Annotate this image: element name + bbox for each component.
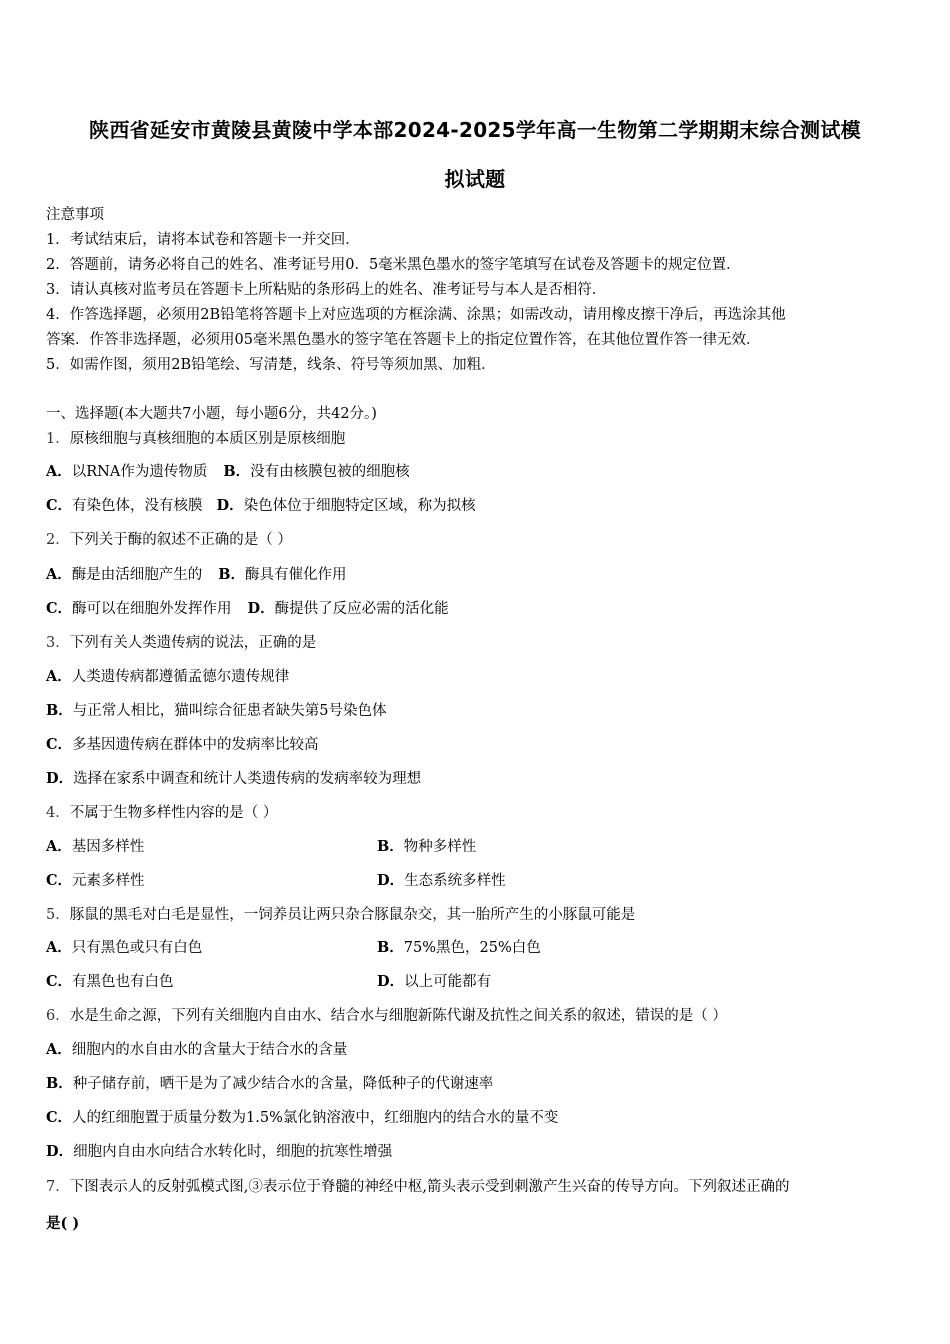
question-2-stem (46, 528, 292, 549)
question-5-stem (46, 903, 635, 924)
question-6-option-c (46, 1106, 558, 1127)
option-d: 选择在家系中调查和统计人类遗传病的发病率较为理想 (73, 771, 422, 787)
option-b: 75%黑色，25%白色 (403, 940, 541, 956)
question-text: 下图表示人的反射弧模式图,③表示位于脊髓的神经中枢,箭头表示受到刺激产生兴奋的传导方向。下列叙述正确的 (69, 1179, 790, 1195)
question-7-stem (46, 1175, 789, 1196)
question-4-option-b (377, 835, 476, 856)
notice-item: 3．请认真核对监考员在答题卡上所粘贴的条形码上的姓名、准考证号与本人是否相符． (46, 282, 607, 298)
option-label: B． (377, 838, 404, 855)
option-c: 人的红细胞置于质量分数为1.5%氯化钠溶液中，红细胞内的结合水的量不变 (72, 1110, 559, 1126)
question-6-option-b (46, 1072, 493, 1093)
option-b: 物种多样性 (403, 839, 477, 855)
notice-item: 5．如需作图，须用2B铅笔绘、写清楚，线条、符号等须加黑、加粗． (46, 357, 496, 373)
option-b: 酶具有催化作用 (245, 567, 347, 583)
question-number: 4． (46, 805, 70, 821)
option-b: 种子储存前，晒干是为了减少结合水的含量，降低种子的代谢速率 (72, 1076, 494, 1092)
option-a: 人类遗传病都遵循孟德尔遗传规律 (71, 669, 290, 685)
question-3-option-b (46, 699, 387, 720)
option-label: A． (46, 566, 72, 583)
option-label: C． (46, 497, 73, 514)
question-3-option-d (46, 767, 421, 788)
option-a: 只有黑色或只有白色 (71, 940, 203, 956)
question-number: 7． (46, 1179, 70, 1195)
option-c: 有黑色也有白色 (72, 974, 174, 990)
question-1-options-cd (46, 494, 476, 515)
notice-item: 2．答题前，请务必将自己的姓名、准考证号用0．5毫米黑色墨水的签字笔填写在试卷及答题卡的规定位置． (46, 257, 741, 273)
option-label: A． (46, 1041, 72, 1058)
question-1-stem (46, 427, 345, 448)
question-number: 5． (46, 907, 70, 923)
option-c: 酶可以在细胞外发挥作用 (72, 601, 232, 617)
question-6-option-d (46, 1140, 392, 1161)
option-label: D． (46, 770, 74, 787)
question-7-stem-continued: 是( ) (46, 1215, 80, 1232)
exam-title-line-2: 拟试题 (444, 167, 506, 191)
question-3-option-a (46, 665, 289, 686)
option-label: B． (46, 1075, 73, 1092)
question-number: 6． (46, 1008, 70, 1024)
question-text: 豚鼠的黑毛对白毛是显性，一饲养员让两只杂合豚鼠杂交，其一胎所产生的小豚鼠可能是 (69, 907, 636, 923)
option-c: 有染色体，没有核膜 (72, 498, 203, 514)
option-b: 与正常人相比，猫叫综合征患者缺失第5号染色体 (72, 703, 387, 719)
option-a: 细胞内的水自由水的含量大于结合水的含量 (71, 1042, 348, 1058)
question-5-option-d (377, 970, 491, 991)
question-6-option-a (46, 1038, 347, 1059)
question-2-options-ab (46, 563, 347, 584)
option-label: A． (46, 939, 72, 956)
question-3-option-c (46, 733, 319, 754)
question-text: 下列有关人类遗传病的说法，正确的是 (69, 635, 317, 651)
notice-item: 答案．作答非选择题，必须用05毫米黑色墨水的签字笔在答题卡上的指定位置作答，在其他位置作答一律无效． (46, 332, 761, 348)
question-5-option-c (46, 970, 174, 991)
question-text: 水是生命之源，下列有关细胞内自由水、结合水与细胞新陈代谢及抗性之间关系的叙述，错误的是（ ） (69, 1008, 727, 1024)
question-5-option-b (377, 936, 541, 957)
question-6-stem (46, 1004, 727, 1025)
question-text: 下列关于酶的叙述不正确的是（ ） (69, 532, 292, 548)
notice-item: 1．考试结束后，请将本试卷和答题卡一并交回． (46, 232, 360, 248)
question-text: 不属于生物多样性内容的是（ ） (69, 805, 278, 821)
option-label: C． (46, 1109, 73, 1126)
exam-title-line-1: 陕西省延安市黄陵县黄陵中学本部2024-2025学年高一生物第二学期期末综合测试模 (89, 118, 861, 142)
option-c: 元素多样性 (72, 873, 145, 889)
question-number: 1． (46, 431, 70, 447)
option-label: A． (46, 463, 72, 480)
option-label: C． (46, 973, 73, 990)
notice-heading: 注意事项 (46, 207, 104, 223)
option-b: 没有由核膜包被的细胞核 (250, 464, 410, 480)
option-a: 酶是由活细胞产生的 (71, 567, 203, 583)
option-label: D． (377, 872, 405, 889)
option-label: A． (46, 838, 72, 855)
option-label: D． (377, 973, 405, 990)
option-label: C． (46, 600, 73, 617)
question-4-option-a (46, 835, 144, 856)
option-label: C． (46, 872, 73, 889)
option-label: D． (46, 1143, 74, 1160)
option-label: B． (46, 702, 73, 719)
question-4-option-d (377, 869, 506, 890)
section-heading: 一、选择题(本大题共7小题，每小题6分，共42分。) (46, 406, 377, 422)
question-4-stem (46, 801, 277, 822)
option-d: 染色体位于细胞特定区域，称为拟核 (243, 498, 476, 514)
question-number: 3． (46, 635, 70, 651)
option-d: 酶提供了反应必需的活化能 (274, 601, 449, 617)
question-1-options-ab (46, 460, 410, 481)
option-label: D． (247, 600, 275, 617)
option-d: 生态系统多样性 (404, 873, 506, 889)
option-label: B． (218, 566, 246, 583)
question-2-options-cd (46, 597, 449, 618)
notice-item: 4．作答选择题，必须用2B铅笔将答题卡上对应选项的方框涂满、涂黑；如需改动，请用橡皮擦干净后，再选涂其他 (46, 307, 786, 323)
option-label: B． (223, 463, 251, 480)
option-d: 细胞内自由水向结合水转化时，细胞的抗寒性增强 (73, 1144, 393, 1160)
option-a: 基因多样性 (71, 839, 145, 855)
question-3-stem (46, 631, 316, 652)
option-d: 以上可能都有 (404, 974, 492, 990)
option-label: C． (46, 736, 73, 753)
option-label: B． (377, 939, 404, 956)
question-number: 2． (46, 532, 70, 548)
question-4-option-c (46, 869, 145, 890)
question-text: 原核细胞与真核细胞的本质区别是原核细胞 (69, 431, 346, 447)
option-a: 以RNA作为遗传物质 (71, 464, 208, 480)
option-c: 多基因遗传病在群体中的发病率比较高 (72, 737, 319, 753)
option-label: A． (46, 668, 72, 685)
question-5-option-a (46, 936, 202, 957)
option-label: D． (216, 497, 244, 514)
